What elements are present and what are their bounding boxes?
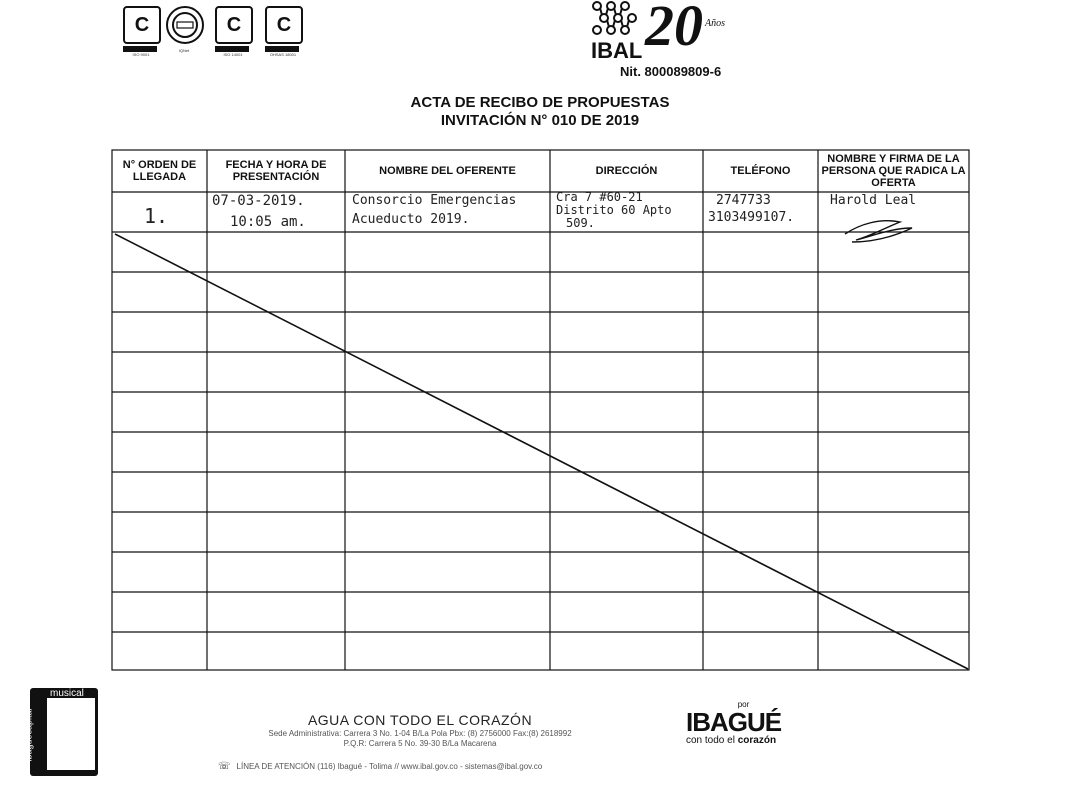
footer-contact: LÍNEA DE ATENCIÓN (116) Ibagué - Tolima // www.ibal.gov.co - sistemas@ibal.gov.co xyxy=(236,762,543,771)
city-name: IBAGUÉ xyxy=(686,707,782,737)
cancellation-diagonal-line xyxy=(115,234,968,669)
title-line-2: INVITACIÓN N° 010 DE 2019 xyxy=(440,112,640,129)
city-tagline: con todo el corazón xyxy=(686,735,777,746)
entry-fecha: 07-03-2019. xyxy=(212,193,305,209)
cert-logo-iqnet: IQNet xyxy=(166,6,202,53)
entry-hora: 10:05 am. xyxy=(230,214,306,230)
footer-slogan: AGUA CON TODO EL CORAZÓN xyxy=(307,712,533,728)
entry-oferente-line2: Acueducto 2019. xyxy=(352,212,470,227)
phone-icon: ☏ xyxy=(218,761,231,772)
nit-number: Nit. 800089809-6 xyxy=(620,64,722,79)
entry-orden: 1. xyxy=(144,204,169,228)
c-logo-icon: C xyxy=(265,6,303,44)
cert-logo-iso9001: C ISO 9001 xyxy=(123,6,159,57)
signature-scribble xyxy=(845,221,912,242)
footer-contact-row xyxy=(218,761,542,772)
title-line-1: ACTA DE RECIBO DE PROPUESTAS xyxy=(410,94,670,111)
entry-telefono-line1: 2747733 xyxy=(716,193,771,208)
column-header-oferente: NOMBRE DEL OFERENTE xyxy=(379,165,516,177)
entry-telefono-line2: 3103499107. xyxy=(708,210,795,225)
city-por: por xyxy=(737,700,750,709)
entry-direccion-line3: 509. xyxy=(566,216,595,230)
ibague-logo xyxy=(686,700,801,746)
logo-years: 20 xyxy=(645,0,703,58)
column-header-firma: NOMBRE Y FIRMA DE LA PERSONA QUE RADICA LA OFERTA xyxy=(821,153,966,189)
c-logo-icon: C xyxy=(123,6,161,44)
cert-logo-iso14001: C ISO 14001 xyxy=(215,6,251,57)
musical-capital-badge xyxy=(23,688,98,776)
entry-firma-nombre: Harold Leal xyxy=(830,193,917,208)
cert-logo-ohsas: C OHSAS 18001 xyxy=(265,6,301,57)
footer-address-1: Sede Administrativa: Carrera 3 No. 1-04 B/La Pola Pbx: (8) 2756000 Fax:(8) 2618992 xyxy=(268,729,572,738)
badge-text-musical: musical xyxy=(50,688,84,699)
column-header-fecha: FECHA Y HORA DE PRESENTACIÓN xyxy=(225,159,327,183)
badge-text-capital: ibaguécapital xyxy=(23,708,34,762)
footer-address-2: P.Q.R: Carrera 5 No. 39-30 B/La Macarena xyxy=(343,739,497,748)
column-header-direccion: DIRECCIÓN xyxy=(595,165,658,177)
entry-oferente-line1: Consorcio Emergencias xyxy=(352,193,517,208)
c-logo-icon: C xyxy=(215,6,253,44)
column-header-orden: N° ORDEN DE LLEGADA xyxy=(122,159,197,183)
logo-anos: Años xyxy=(705,18,725,29)
column-header-telefono: TELÉFONO xyxy=(730,165,791,177)
entry-direccion-line2: Distrito 60 Apto xyxy=(556,203,672,217)
ibal-wordmark: IBAL xyxy=(591,38,643,63)
entry-direccion-line1: Cra 7 #60-21 xyxy=(556,190,643,204)
